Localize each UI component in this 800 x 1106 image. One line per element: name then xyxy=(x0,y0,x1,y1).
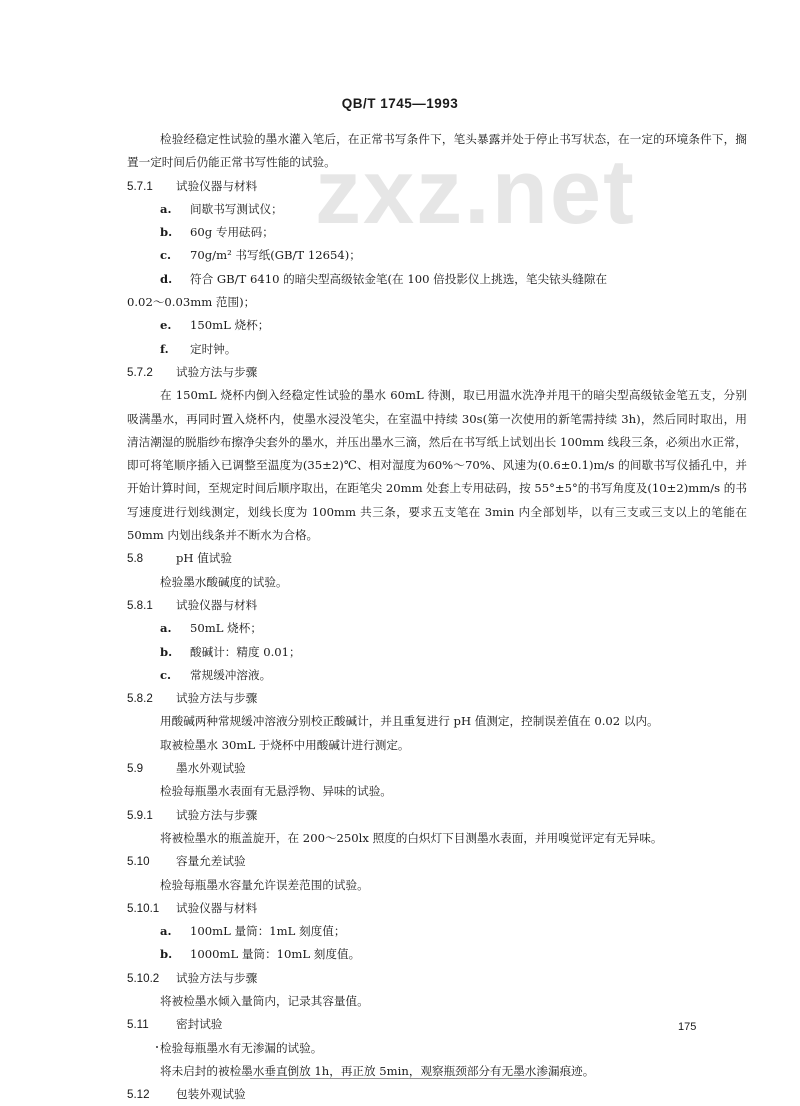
section-5-9-text: 检验每瓶墨水表面有无悬浮物、异味的试验。 xyxy=(160,784,392,799)
section-title: 包装外观试验 xyxy=(176,1087,246,1102)
list-item: a. 50mL 烧杯； xyxy=(160,621,262,636)
section-number: 5.8 xyxy=(127,552,144,566)
list-item: a. 间歇书写测试仪； xyxy=(160,201,283,216)
section-number: 5.10 xyxy=(127,855,150,869)
section-5-10-heading xyxy=(127,850,747,873)
section-number: 5.8.1 xyxy=(127,598,153,612)
section-5-7-1-heading xyxy=(127,175,747,198)
section-5-10-2-heading xyxy=(127,967,747,990)
list-item: b. 60g 专用砝码； xyxy=(160,225,274,240)
section-5-8-2-line-1: 用酸碱两种常规缓冲溶液分别校正酸碱计，并且重复进行 pH 值测定，控制误差值在 0.02 以内。 xyxy=(160,714,659,729)
section-number: 5.11 xyxy=(127,1018,149,1032)
section-title: 密封试验 xyxy=(176,1017,223,1032)
section-number: 5.10.2 xyxy=(127,971,160,985)
section-5-10-2-text: 将被检墨水倾入量筒内，记录其容量值。 xyxy=(160,993,369,1008)
list-item-continuation: 0.02～0.03mm 范围)； xyxy=(127,295,256,310)
section-number: 5.10.1 xyxy=(127,901,160,915)
section-5-10-text: 检验每瓶墨水容量允许误差范围的试验。 xyxy=(160,877,369,892)
list-item: f. 定时钟。 xyxy=(160,341,237,356)
page-header: QB/T 1745—1993 xyxy=(341,96,459,111)
section-5-8-2-heading xyxy=(127,687,747,710)
intro-paragraph: 检验经稳定性试验的墨水灌入笔后，在正常书写条件下，笔头暴露并处于停止书写状态，在一定的环境条件下，搁置一定时间后仍能正常书写性能的试验。 xyxy=(127,132,747,170)
list-item: c. 常规缓冲溶液。 xyxy=(160,667,272,682)
list-item: d. 符合 GB/T 6410 的暗尖型高级铱金笔(在 100 倍投影仪上挑选，笔尖铱头缝隙在 xyxy=(160,271,608,286)
section-title: 试验仪器与材料 xyxy=(176,178,258,193)
section-title: 试验方法与步骤 xyxy=(176,807,258,822)
section-number: 5.9 xyxy=(127,762,144,776)
section-title: 试验方法与步骤 xyxy=(176,691,258,706)
section-5-9-1-text: 将被检墨水的瓶盖旋开，在 200～250lx 照度的白炽灯下目测墨水表面，并用嗅觉评定有无异味。 xyxy=(160,830,663,845)
section-5-9-heading xyxy=(127,757,747,780)
section-number: 5.8.2 xyxy=(127,692,153,706)
section-title: 试验仪器与材料 xyxy=(176,900,258,915)
section-5-8-heading xyxy=(127,547,747,570)
document-body xyxy=(127,128,747,1106)
list-item: b. 酸碱计：精度 0.01； xyxy=(160,644,301,659)
section-title: pH 值试验 xyxy=(176,551,232,566)
section-number: 5.12 xyxy=(127,1088,150,1102)
section-title: 容量允差试验 xyxy=(176,854,246,869)
section-5-10-1-heading xyxy=(127,897,747,920)
section-number: 5.9.1 xyxy=(127,808,153,822)
list-item: b. 1000mL 量筒：10mL 刻度值。 xyxy=(160,947,361,962)
section-5-9-1-heading xyxy=(127,804,747,827)
watermark: zxz.net xyxy=(315,141,636,243)
section-5-8-2-line-2: 取被检墨水 30mL 于烧杯中用酸碱计进行测定。 xyxy=(160,737,410,752)
section-5-11-line-2: 将未启封的被检墨水垂直倒放 1h，再正放 5min，观察瓶颈部分有无墨水渗漏痕迹。 xyxy=(160,1063,595,1078)
section-title: 试验方法与步骤 xyxy=(176,364,258,379)
section-5-8-1-heading xyxy=(127,594,747,617)
section-5-12-heading xyxy=(127,1083,747,1106)
section-5-7-2-paragraph: 在 150mL 烧杯内倒入经稳定性试验的墨水 60mL 待测，取已用温水洗净并甩干的暗尖型高级铱金笔五支，分别吸满墨水，再同时置入烧杯内，使墨水浸没笔尖，在室温中持续 30s(第一次使用的新笔需持续 3h)，然后同时取出，用清洁潮湿的脱脂纱布擦净尖套外的墨水，并压出墨水三滴，然后在书写纸上试划出长 100mm 线段三条，必须出水正常，即可将笔顺序插入已调整至温度为(35±2)℃、相对湿度为60%～70%、风速为(0.6±0.1)m/s 的间歇书写仪插孔中，并开始计算时间，至规定时间后顺序取出，在距笔尖 20mm 处套上专用砝码，按 55°±5°的书写角度及(10±2)mm/s 的书写速度进行划线测定，划线长度为 100mm 共三条，要求五支笔在 3min 内全部划毕，以有三支或三支以上的笔能在 50mm 内划出线条并不断水为合格。 xyxy=(127,388,747,543)
section-title: 试验方法与步骤 xyxy=(176,970,258,985)
section-title: 墨水外观试验 xyxy=(176,761,246,776)
list-item: a. 100mL 量筒：1mL 刻度值； xyxy=(160,924,346,939)
section-title: 试验仪器与材料 xyxy=(176,597,258,612)
section-5-11-heading xyxy=(127,1013,747,1036)
section-5-11-line-1: 检验每瓶墨水有无渗漏的试验。 xyxy=(160,1040,323,1055)
list-item: e. 150mL 烧杯； xyxy=(160,318,270,333)
section-5-7-2-heading xyxy=(127,361,747,384)
section-number: 5.7.2 xyxy=(127,365,153,379)
page-number: 175 xyxy=(678,1021,697,1033)
section-5-8-text: 检验墨水酸碱度的试验。 xyxy=(160,574,288,589)
section-number: 5.7.1 xyxy=(127,179,153,193)
list-item: c. 70g/m² 书写纸(GB/T 12654)； xyxy=(160,248,361,263)
